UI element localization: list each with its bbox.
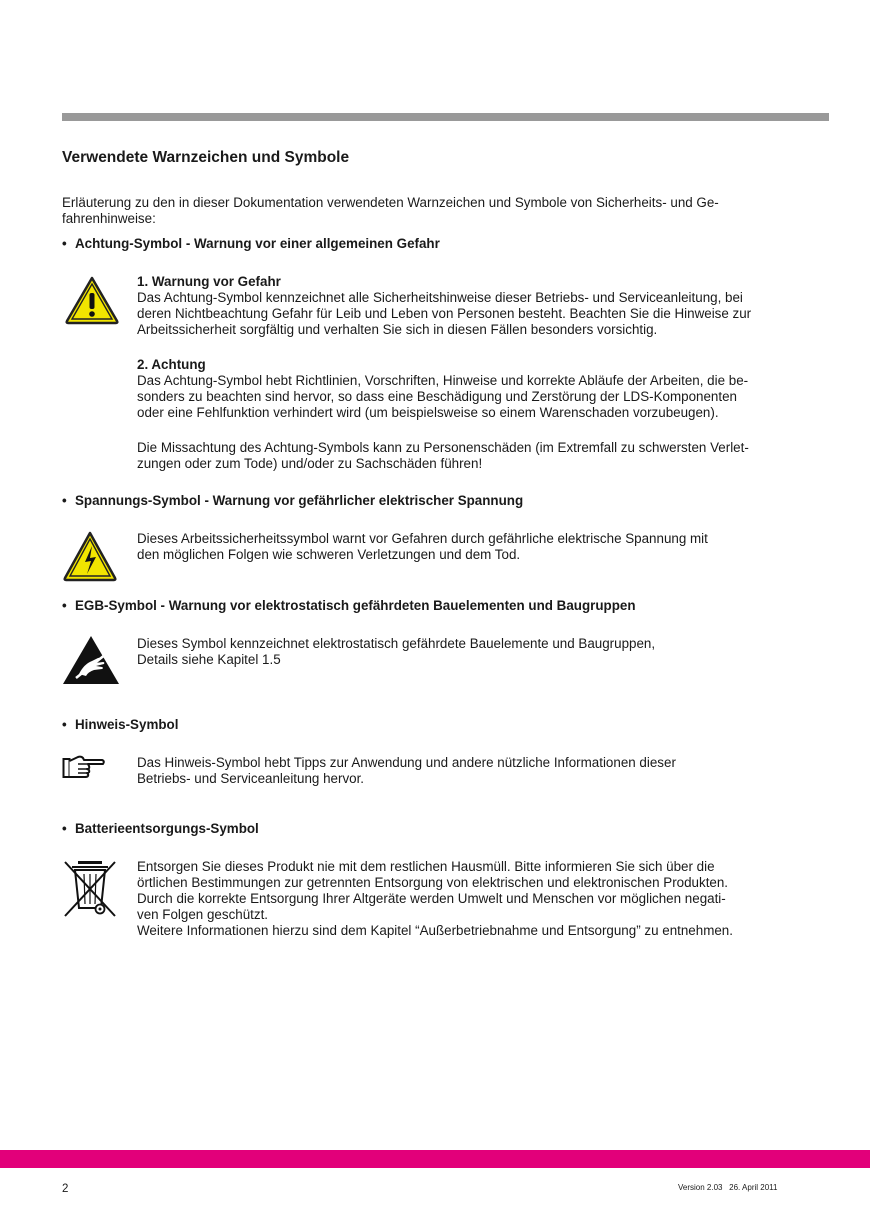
text-line: Das Achtung-Symbol kennzeichnet alle Sicherheitshinweise dieser Betriebs- und Serviceanleitung, bei	[137, 290, 743, 305]
page-title: Verwendete Warnzeichen und Symbole	[62, 149, 350, 166]
achtung-body	[137, 274, 827, 338]
text-line: Arbeitssicherheit sorgfältig und verhalten Sie sich in diesen Fällen besonders vorsichtig.	[137, 322, 658, 337]
text-line: zungen oder zum Tode) und/oder zu Sachschäden führen!	[137, 456, 483, 471]
text-line: Die Missachtung des Achtung-Symbols kann zu Personenschäden (im Extremfall zu schwersten Verlet-	[137, 440, 749, 455]
bullet: •	[62, 493, 67, 508]
section-heading-text: Hinweis-Symbol	[75, 717, 179, 732]
text-line: ven Folgen geschützt.	[137, 907, 269, 922]
text-line: Das Achtung-Symbol hebt Richtlinien, Vorschriften, Hinweise und korrekte Abläufe der Arbeiten, die be-	[137, 373, 749, 388]
section-heading-spannung	[62, 493, 523, 508]
egb-body	[137, 636, 827, 668]
bullet: •	[62, 598, 67, 613]
footer-accent-bar	[0, 1150, 870, 1168]
intro-paragraph	[62, 195, 792, 227]
pointing-hand-icon	[62, 753, 106, 781]
text-line: deren Nichtbeachtung Gefahr für Leib und Leben von Personen besteht. Beachten Sie die Hinweise zur	[137, 306, 752, 321]
text-line: Weitere Informationen hierzu sind dem Kapitel “Außerbetriebnahme und Entsorgung” zu entnehmen.	[137, 923, 733, 938]
subsection-title: 1. Warnung vor Gefahr	[137, 274, 281, 289]
text-line: örtlichen Bestimmungen zur getrennten Entsorgung von elektrischen und elektronischen Produkten.	[137, 875, 729, 890]
crossed-bin-icon	[62, 858, 118, 920]
bullet: •	[62, 236, 67, 251]
bullet: •	[62, 821, 67, 836]
section-heading-achtung	[62, 236, 440, 251]
intro-line: Erläuterung zu den in dieser Dokumentation verwendeten Warnzeichen und Symbole von Sicherheits- und Ge-	[62, 195, 719, 210]
achtung-body-2	[137, 357, 827, 421]
batterie-body	[137, 859, 827, 939]
warning-triangle-icon	[64, 275, 120, 325]
text-line: Durch die korrekte Entsorgung Ihrer Altgeräte werden Umwelt und Menschen vor möglichen negati-	[137, 891, 726, 906]
text-line: oder eine Fehlfunktion verhindert wird (um beispielsweise so einem Warenschaden vorzubeugen).	[137, 405, 719, 420]
achtung-body-3	[137, 440, 827, 472]
bullet: •	[62, 717, 67, 732]
esd-icon	[62, 634, 120, 686]
version-info: Version 2.03 26. April 2011	[678, 1183, 778, 1192]
high-voltage-icon	[62, 530, 118, 582]
section-heading-text: Achtung-Symbol - Warnung vor einer allgemeinen Gefahr	[75, 236, 440, 251]
text-line: sonders zu beachten sind hervor, so dass eine Beschädigung und Zerstörung der LDS-Komponenten	[137, 389, 737, 404]
text-line: den möglichen Folgen wie schweren Verletzungen und dem Tod.	[137, 547, 521, 562]
text-line: Dieses Arbeitssicherheitssymbol warnt vor Gefahren durch gefährliche elektrische Spannung mit	[137, 531, 708, 546]
hinweis-body	[137, 755, 827, 787]
intro-line: fahrenhinweise:	[62, 211, 156, 226]
spannung-body	[137, 531, 827, 563]
header-rule	[62, 113, 829, 121]
text-line: Betriebs- und Serviceanleitung hervor.	[137, 771, 365, 786]
section-heading-batterie	[62, 821, 259, 836]
page-number: 2	[62, 1183, 69, 1195]
text-line: Dieses Symbol kennzeichnet elektrostatisch gefährdete Bauelemente und Baugruppen,	[137, 636, 656, 651]
subsection-title: 2. Achtung	[137, 357, 206, 372]
section-heading-text: EGB-Symbol - Warnung vor elektrostatisch gefährdeten Bauelementen und Baugruppen	[75, 598, 636, 613]
text-line: Details siehe Kapitel 1.5	[137, 652, 281, 667]
section-heading-text: Spannungs-Symbol - Warnung vor gefährlicher elektrischer Spannung	[75, 493, 524, 508]
section-heading-egb	[62, 598, 636, 613]
section-heading-text: Batterieentsorgungs-Symbol	[75, 821, 259, 836]
text-line: Das Hinweis-Symbol hebt Tipps zur Anwendung und andere nützliche Informationen dieser	[137, 755, 676, 770]
text-line: Entsorgen Sie dieses Produkt nie mit dem restlichen Hausmüll. Bitte informieren Sie sich über die	[137, 859, 715, 874]
section-heading-hinweis	[62, 717, 178, 732]
